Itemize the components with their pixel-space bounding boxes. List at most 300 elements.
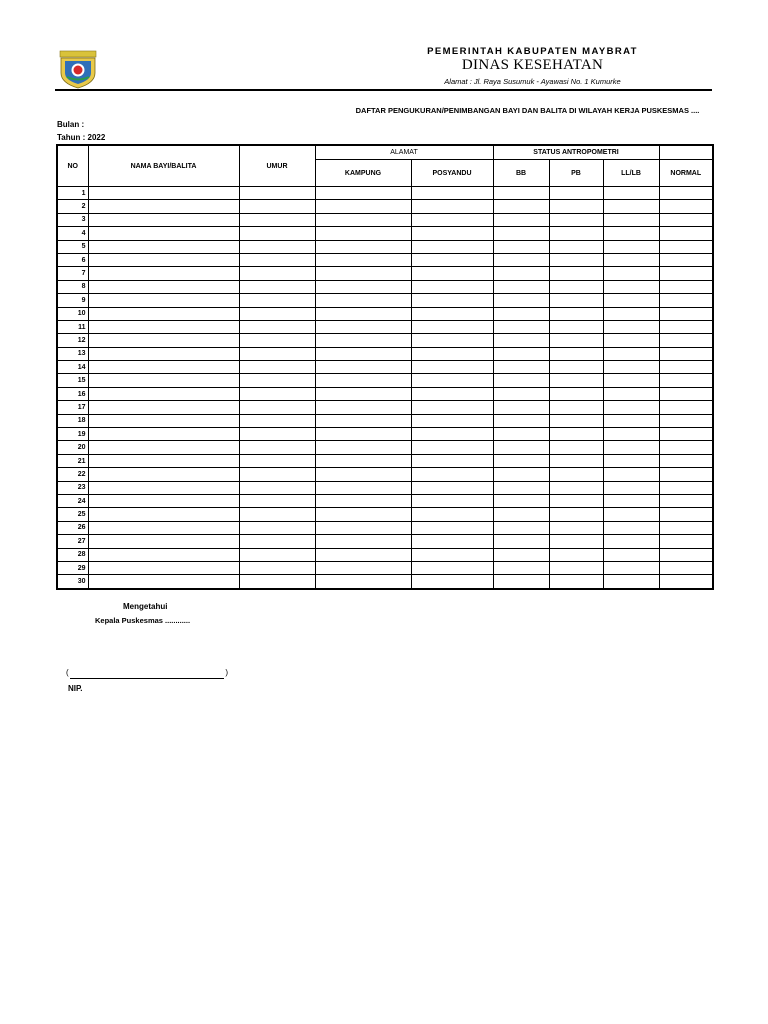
header-normal: NORMAL <box>659 160 713 187</box>
normal-cell <box>659 240 713 253</box>
age-cell <box>239 548 315 561</box>
row-number: 20 <box>57 441 88 454</box>
name-cell <box>88 374 239 387</box>
pb-cell <box>549 468 603 481</box>
table-row <box>57 334 713 347</box>
ll-lb-cell <box>603 535 659 548</box>
village-cell <box>315 521 411 534</box>
ll-lb-cell <box>603 441 659 454</box>
pb-cell <box>549 200 603 213</box>
table-row <box>57 267 713 280</box>
pb-cell <box>549 414 603 427</box>
bb-cell <box>493 187 549 200</box>
village-cell <box>315 280 411 293</box>
row-number: 28 <box>57 548 88 561</box>
normal-cell <box>659 401 713 414</box>
posyandu-cell <box>411 428 493 441</box>
ll-lb-cell <box>603 213 659 226</box>
posyandu-cell <box>411 213 493 226</box>
ll-lb-cell <box>603 334 659 347</box>
posyandu-cell <box>411 320 493 333</box>
bb-cell <box>493 468 549 481</box>
village-cell <box>315 441 411 454</box>
normal-cell <box>659 414 713 427</box>
table-row <box>57 374 713 387</box>
bb-cell <box>493 334 549 347</box>
ll-lb-cell <box>603 521 659 534</box>
row-number: 10 <box>57 307 88 320</box>
bb-cell <box>493 213 549 226</box>
header-age: UMUR <box>239 145 315 187</box>
pb-cell <box>549 548 603 561</box>
normal-cell <box>659 200 713 213</box>
table-row <box>57 280 713 293</box>
posyandu-cell <box>411 253 493 266</box>
posyandu-cell <box>411 521 493 534</box>
department-name: DINAS KESEHATAN <box>461 57 604 73</box>
name-cell <box>88 280 239 293</box>
normal-cell <box>659 361 713 374</box>
row-number: 27 <box>57 535 88 548</box>
normal-cell <box>659 575 713 589</box>
posyandu-cell <box>411 334 493 347</box>
normal-cell <box>659 561 713 574</box>
name-cell <box>88 414 239 427</box>
pb-cell <box>549 227 603 240</box>
name-cell <box>88 494 239 507</box>
village-cell <box>315 454 411 467</box>
name-cell <box>88 347 239 360</box>
village-cell <box>315 481 411 494</box>
name-cell <box>88 481 239 494</box>
bb-cell <box>493 294 549 307</box>
row-number: 4 <box>57 227 88 240</box>
row-number: 16 <box>57 387 88 400</box>
age-cell <box>239 508 315 521</box>
name-cell <box>88 200 239 213</box>
village-cell <box>315 320 411 333</box>
row-number: 25 <box>57 508 88 521</box>
age-cell <box>239 414 315 427</box>
ll-lb-cell <box>603 320 659 333</box>
posyandu-cell <box>411 240 493 253</box>
village-cell <box>315 267 411 280</box>
normal-cell <box>659 187 713 200</box>
pb-cell <box>549 508 603 521</box>
posyandu-cell <box>411 374 493 387</box>
header-address-group: ALAMAT <box>315 145 493 160</box>
acknowledged-label: Mengetahui <box>123 602 168 611</box>
bb-cell <box>493 575 549 589</box>
bb-cell <box>493 361 549 374</box>
row-number: 6 <box>57 253 88 266</box>
posyandu-cell <box>411 454 493 467</box>
name-cell <box>88 361 239 374</box>
ll-lb-cell <box>603 575 659 589</box>
normal-cell <box>659 320 713 333</box>
row-number: 8 <box>57 280 88 293</box>
normal-cell <box>659 227 713 240</box>
village-cell <box>315 374 411 387</box>
normal-cell <box>659 468 713 481</box>
village-cell <box>315 307 411 320</box>
table-row <box>57 387 713 400</box>
posyandu-cell <box>411 481 493 494</box>
village-cell <box>315 347 411 360</box>
table-body <box>57 187 713 589</box>
name-cell <box>88 227 239 240</box>
name-cell <box>88 401 239 414</box>
normal-cell <box>659 334 713 347</box>
bb-cell <box>493 494 549 507</box>
bb-cell <box>493 548 549 561</box>
age-cell <box>239 240 315 253</box>
normal-cell <box>659 535 713 548</box>
table-row <box>57 240 713 253</box>
signer-position: Kepala Puskesmas ............ <box>95 616 191 625</box>
nip-label: NIP. <box>68 684 83 693</box>
ll-lb-cell <box>603 280 659 293</box>
age-cell <box>239 494 315 507</box>
name-cell <box>88 307 239 320</box>
posyandu-cell <box>411 548 493 561</box>
age-cell <box>239 320 315 333</box>
bb-cell <box>493 227 549 240</box>
row-number: 22 <box>57 468 88 481</box>
ll-lb-cell <box>603 401 659 414</box>
table-row <box>57 428 713 441</box>
row-number: 15 <box>57 374 88 387</box>
ll-lb-cell <box>603 481 659 494</box>
age-cell <box>239 428 315 441</box>
village-cell <box>315 187 411 200</box>
normal-cell <box>659 294 713 307</box>
posyandu-cell <box>411 401 493 414</box>
age-cell <box>239 575 315 589</box>
village-cell <box>315 240 411 253</box>
pb-cell <box>549 575 603 589</box>
name-cell <box>88 548 239 561</box>
normal-cell <box>659 213 713 226</box>
pb-cell <box>549 320 603 333</box>
bb-cell <box>493 253 549 266</box>
pb-cell <box>549 454 603 467</box>
bb-cell <box>493 320 549 333</box>
table-row <box>57 213 713 226</box>
pb-cell <box>549 240 603 253</box>
table-row <box>57 521 713 534</box>
table-row <box>57 561 713 574</box>
name-cell <box>88 387 239 400</box>
ll-lb-cell <box>603 414 659 427</box>
posyandu-cell <box>411 387 493 400</box>
age-cell <box>239 307 315 320</box>
name-cell <box>88 294 239 307</box>
ll-lb-cell <box>603 561 659 574</box>
regency-emblem-logo <box>57 49 99 89</box>
posyandu-cell <box>411 561 493 574</box>
posyandu-cell <box>411 280 493 293</box>
pb-cell <box>549 521 603 534</box>
name-cell <box>88 561 239 574</box>
age-cell <box>239 334 315 347</box>
table-row <box>57 481 713 494</box>
age-cell <box>239 227 315 240</box>
name-cell <box>88 508 239 521</box>
bb-cell <box>493 561 549 574</box>
close-paren: ) <box>225 668 228 677</box>
row-number: 9 <box>57 294 88 307</box>
pb-cell <box>549 347 603 360</box>
bb-cell <box>493 508 549 521</box>
name-cell <box>88 320 239 333</box>
bb-cell <box>493 240 549 253</box>
name-cell <box>88 213 239 226</box>
table-row <box>57 414 713 427</box>
pb-cell <box>549 334 603 347</box>
table-row <box>57 575 713 589</box>
village-cell <box>315 387 411 400</box>
bb-cell <box>493 454 549 467</box>
name-cell <box>88 240 239 253</box>
posyandu-cell <box>411 441 493 454</box>
normal-cell <box>659 481 713 494</box>
age-cell <box>239 441 315 454</box>
ll-lb-cell <box>603 548 659 561</box>
village-cell <box>315 294 411 307</box>
open-paren: ( <box>66 668 69 677</box>
age-cell <box>239 481 315 494</box>
posyandu-cell <box>411 494 493 507</box>
pb-cell <box>549 187 603 200</box>
village-cell <box>315 575 411 589</box>
row-number: 17 <box>57 401 88 414</box>
month-label: Bulan : <box>57 120 85 129</box>
age-cell <box>239 561 315 574</box>
pb-cell <box>549 213 603 226</box>
posyandu-cell <box>411 575 493 589</box>
age-cell <box>239 280 315 293</box>
signature-rule <box>70 678 224 679</box>
ll-lb-cell <box>603 253 659 266</box>
row-number: 13 <box>57 347 88 360</box>
ll-lb-cell <box>603 187 659 200</box>
village-cell <box>315 253 411 266</box>
posyandu-cell <box>411 535 493 548</box>
normal-cell <box>659 347 713 360</box>
row-number: 5 <box>57 240 88 253</box>
age-cell <box>239 535 315 548</box>
ll-lb-cell <box>603 227 659 240</box>
header-pb: PB <box>549 160 603 187</box>
pb-cell <box>549 253 603 266</box>
row-number: 12 <box>57 334 88 347</box>
pb-cell <box>549 481 603 494</box>
age-cell <box>239 213 315 226</box>
village-cell <box>315 561 411 574</box>
posyandu-cell <box>411 508 493 521</box>
village-cell <box>315 535 411 548</box>
bb-cell <box>493 441 549 454</box>
year-label: Tahun : 2022 <box>57 133 106 142</box>
name-cell <box>88 334 239 347</box>
table-row <box>57 200 713 213</box>
village-cell <box>315 508 411 521</box>
pb-cell <box>549 361 603 374</box>
bb-cell <box>493 387 549 400</box>
village-cell <box>315 227 411 240</box>
age-cell <box>239 267 315 280</box>
header-blank-cell <box>659 145 713 160</box>
row-number: 3 <box>57 213 88 226</box>
age-cell <box>239 294 315 307</box>
table-row <box>57 548 713 561</box>
bb-cell <box>493 428 549 441</box>
row-number: 21 <box>57 454 88 467</box>
bb-cell <box>493 374 549 387</box>
village-cell <box>315 213 411 226</box>
normal-cell <box>659 454 713 467</box>
department-address: Alamat : Jl. Raya Susumuk - Ayawasi No. 1 Kumurke <box>444 77 621 86</box>
ll-lb-cell <box>603 508 659 521</box>
header-bb: BB <box>493 160 549 187</box>
posyandu-cell <box>411 267 493 280</box>
row-number: 18 <box>57 414 88 427</box>
pb-cell <box>549 535 603 548</box>
village-cell <box>315 468 411 481</box>
ll-lb-cell <box>603 347 659 360</box>
pb-cell <box>549 280 603 293</box>
table-row <box>57 307 713 320</box>
pb-cell <box>549 401 603 414</box>
header-no: NO <box>57 145 88 187</box>
age-cell <box>239 200 315 213</box>
bb-cell <box>493 200 549 213</box>
row-number: 19 <box>57 428 88 441</box>
name-cell <box>88 535 239 548</box>
bb-cell <box>493 307 549 320</box>
normal-cell <box>659 521 713 534</box>
row-number: 14 <box>57 361 88 374</box>
normal-cell <box>659 267 713 280</box>
name-cell <box>88 575 239 589</box>
name-cell <box>88 441 239 454</box>
header-ll-lb: LL/LB <box>603 160 659 187</box>
bb-cell <box>493 535 549 548</box>
document-title: DAFTAR PENGUKURAN/PENIMBANGAN BAYI DAN BALITA DI WILAYAH KERJA PUSKESMAS .... <box>355 106 700 115</box>
ll-lb-cell <box>603 494 659 507</box>
row-number: 23 <box>57 481 88 494</box>
row-number: 30 <box>57 575 88 589</box>
ll-lb-cell <box>603 307 659 320</box>
age-cell <box>239 521 315 534</box>
ll-lb-cell <box>603 428 659 441</box>
ll-lb-cell <box>603 294 659 307</box>
normal-cell <box>659 280 713 293</box>
bb-cell <box>493 280 549 293</box>
table-row <box>57 347 713 360</box>
government-name: PEMERINTAH KABUPATEN MAYBRAT <box>427 46 638 57</box>
ll-lb-cell <box>603 454 659 467</box>
village-cell <box>315 548 411 561</box>
table-row <box>57 253 713 266</box>
posyandu-cell <box>411 468 493 481</box>
table-row <box>57 320 713 333</box>
bb-cell <box>493 267 549 280</box>
normal-cell <box>659 253 713 266</box>
table-row <box>57 227 713 240</box>
village-cell <box>315 428 411 441</box>
name-cell <box>88 521 239 534</box>
ll-lb-cell <box>603 374 659 387</box>
table-row <box>57 361 713 374</box>
table-row <box>57 535 713 548</box>
village-cell <box>315 361 411 374</box>
pb-cell <box>549 294 603 307</box>
name-cell <box>88 428 239 441</box>
row-number: 2 <box>57 200 88 213</box>
normal-cell <box>659 387 713 400</box>
posyandu-cell <box>411 347 493 360</box>
header-posyandu: POSYANDU <box>411 160 493 187</box>
age-cell <box>239 387 315 400</box>
header-status-group: STATUS ANTROPOMETRI <box>493 145 659 160</box>
name-cell <box>88 468 239 481</box>
age-cell <box>239 468 315 481</box>
row-number: 7 <box>57 267 88 280</box>
table-row <box>57 187 713 200</box>
village-cell <box>315 494 411 507</box>
table-row <box>57 468 713 481</box>
name-cell <box>88 454 239 467</box>
pb-cell <box>549 441 603 454</box>
pb-cell <box>549 494 603 507</box>
posyandu-cell <box>411 227 493 240</box>
bb-cell <box>493 401 549 414</box>
ll-lb-cell <box>603 387 659 400</box>
age-cell <box>239 253 315 266</box>
normal-cell <box>659 508 713 521</box>
village-cell <box>315 414 411 427</box>
table-row <box>57 294 713 307</box>
normal-cell <box>659 441 713 454</box>
row-number: 24 <box>57 494 88 507</box>
pb-cell <box>549 267 603 280</box>
posyandu-cell <box>411 200 493 213</box>
pb-cell <box>549 428 603 441</box>
posyandu-cell <box>411 307 493 320</box>
posyandu-cell <box>411 414 493 427</box>
row-number: 29 <box>57 561 88 574</box>
village-cell <box>315 334 411 347</box>
table-row <box>57 401 713 414</box>
row-number: 1 <box>57 187 88 200</box>
age-cell <box>239 187 315 200</box>
posyandu-cell <box>411 187 493 200</box>
bb-cell <box>493 521 549 534</box>
pb-cell <box>549 307 603 320</box>
pb-cell <box>549 374 603 387</box>
ll-lb-cell <box>603 200 659 213</box>
ll-lb-cell <box>603 361 659 374</box>
normal-cell <box>659 374 713 387</box>
age-cell <box>239 454 315 467</box>
name-cell <box>88 253 239 266</box>
age-cell <box>239 361 315 374</box>
table-row <box>57 508 713 521</box>
normal-cell <box>659 428 713 441</box>
measurement-table <box>56 144 714 590</box>
